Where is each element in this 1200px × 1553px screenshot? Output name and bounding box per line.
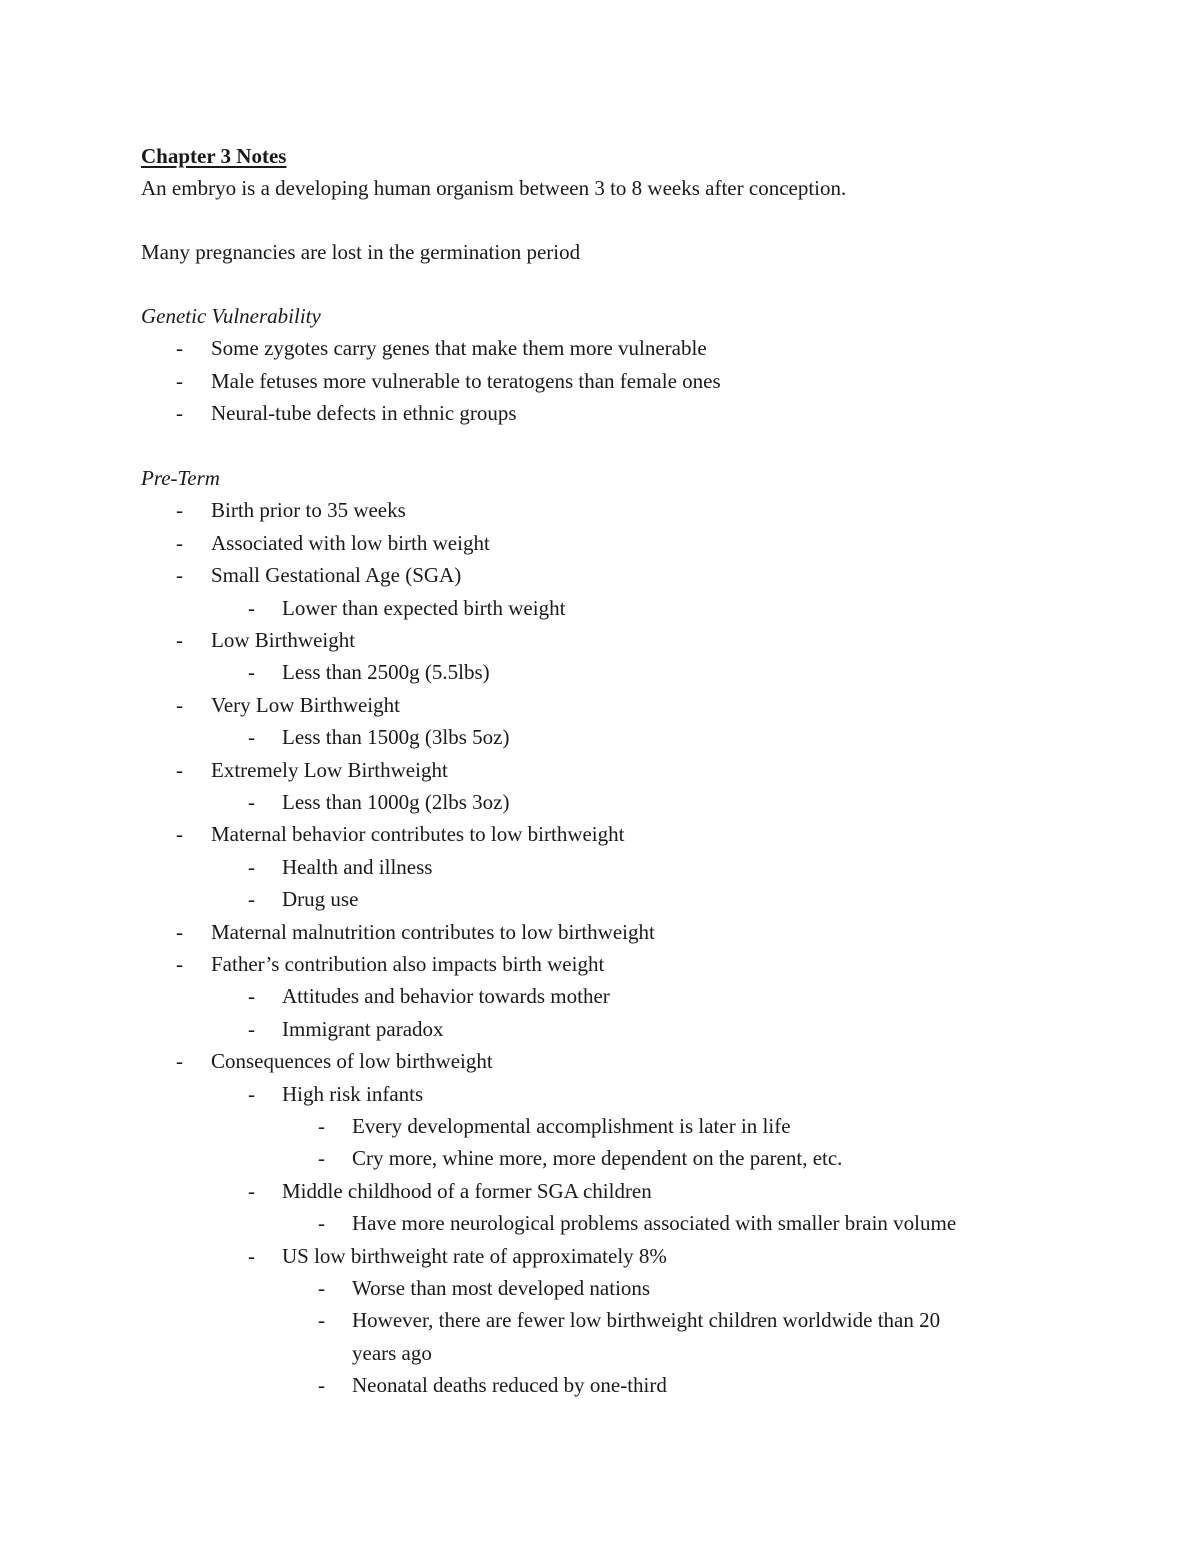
list-item-level-1: Father’s contribution also impacts birth weight <box>211 952 605 976</box>
bullet-dash: - <box>176 692 183 717</box>
list-item-level-1: Very Low Birthweight <box>211 692 400 717</box>
list-item-level-2: Middle childhood of a former SGA children <box>282 1178 652 1203</box>
bullet-dash: - <box>176 336 183 361</box>
bullet-dash: - <box>176 1049 183 1074</box>
bullet-dash: - <box>248 725 255 750</box>
list-item-level-2: Less than 1000g (2lbs 3oz) <box>282 790 510 814</box>
bullet-dash: - <box>318 1308 325 1333</box>
list-item-level-3: Worse than most developed nations <box>352 1276 651 1300</box>
list-item-level-1: Associated with low birth weight <box>211 530 490 555</box>
bullet-dash: - <box>176 401 183 426</box>
list-item-level-2: Lower than expected birth weight <box>282 595 566 620</box>
list-item-level-2: Health and illness <box>282 854 433 879</box>
bullet-dash: - <box>248 1081 255 1106</box>
section-heading: Pre-Term <box>141 466 220 490</box>
bullet-dash: - <box>176 368 183 393</box>
bullet-dash: - <box>248 1178 255 1203</box>
list-item-level-2: Immigrant paradox <box>282 1016 444 1041</box>
bullet-dash: - <box>176 757 183 782</box>
list-item-level-1: Low Birthweight <box>211 628 356 652</box>
list-item-level-3: However, there are fewer low birthweight children worldwide than 20 <box>352 1308 941 1333</box>
list-item-level-2: Less than 1500g (3lbs 5oz) <box>282 725 510 750</box>
bullet-dash: - <box>176 628 183 652</box>
bullet-dash: - <box>248 984 255 1009</box>
bullet-dash: - <box>318 1146 325 1171</box>
bullet-dash: - <box>248 854 255 879</box>
bullet-dash: - <box>248 790 255 814</box>
list-item-level-2: Less than 2500g (5.5lbs) <box>282 660 490 685</box>
bullet-dash: - <box>318 1373 325 1398</box>
list-item-level-3: Have more neurological problems associated with smaller brain volume <box>352 1211 957 1236</box>
bullet-dash: - <box>176 530 183 555</box>
list-item-level-2: High risk infants <box>282 1081 424 1106</box>
bullet-dash: - <box>248 887 255 912</box>
note-paragraph: Many pregnancies are lost in the germination period <box>141 240 581 264</box>
list-item-level-3: Cry more, whine more, more dependent on the parent, etc. <box>352 1146 843 1171</box>
list-item-level-1: Maternal behavior contributes to low birthweight <box>211 822 625 847</box>
bullet-dash: - <box>318 1276 325 1300</box>
bullet-dash: - <box>248 1016 255 1041</box>
bullet-dash: - <box>248 1243 255 1268</box>
list-item-level-3: Every developmental accomplishment is later in life <box>352 1114 791 1138</box>
bullet-dash: - <box>318 1211 325 1236</box>
list-item-level-1: Neural-tube defects in ethnic groups <box>211 401 517 426</box>
bullet-dash: - <box>248 660 255 685</box>
list-item-level-3: Neonatal deaths reduced by one-third <box>352 1373 667 1398</box>
bullet-dash: - <box>248 595 255 620</box>
list-item-level-1: Birth prior to 35 weeks <box>211 498 406 523</box>
bullet-dash: - <box>318 1114 325 1138</box>
bullet-dash: - <box>176 919 183 944</box>
list-item-level-1: Extremely Low Birthweight <box>211 757 448 782</box>
list-item-level-2: US low birthweight rate of approximately 8% <box>282 1243 667 1268</box>
list-item-level-1: Male fetuses more vulnerable to teratogens than female ones <box>211 368 721 393</box>
list-item-level-3: years ago <box>352 1340 432 1365</box>
list-item-level-1: Consequences of low birthweight <box>211 1049 493 1074</box>
list-item-level-1: Small Gestational Age (SGA) <box>211 563 462 588</box>
list-item-level-2: Drug use <box>282 887 359 912</box>
document-title: Chapter 3 Notes <box>141 144 287 168</box>
bullet-dash: - <box>176 952 183 976</box>
bullet-dash: - <box>176 563 183 588</box>
bullet-dash: - <box>176 822 183 847</box>
list-item-level-1: Maternal malnutrition contributes to low birthweight <box>211 919 655 944</box>
list-item-level-1: Some zygotes carry genes that make them more vulnerable <box>211 336 707 361</box>
bullet-dash: - <box>176 498 183 523</box>
intro-paragraph: An embryo is a developing human organism between 3 to 8 weeks after conception. <box>141 176 847 200</box>
section-heading: Genetic Vulnerability <box>141 304 321 328</box>
list-item-level-2: Attitudes and behavior towards mother <box>282 984 610 1009</box>
